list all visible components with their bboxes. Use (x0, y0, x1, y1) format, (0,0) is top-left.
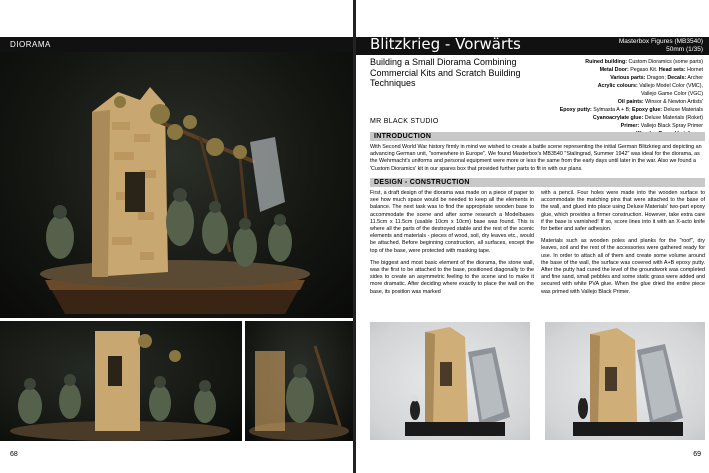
materials-row: Epoxy putty: Sylmasta A + B; Epoxy glue: Deluxe Materials (559, 107, 703, 113)
paragraph: The biggest and most basic element of the diorama, the stone wall, was the first to be attached to the base, positioned diagonally to the sides to create an asymmetric feeling to the scene and to make it more dramatic. After deciding where exactly to place the wall on the base, its position was marked (370, 259, 534, 295)
materials-row: Metal Door: Pegaso Kit. Head sets: Hornet (599, 67, 703, 73)
materials-row: Cyanoacrylate glue: Deluxe Materials (Roket) (592, 115, 703, 121)
intro-heading: INTRODUCTION (374, 133, 432, 140)
paragraph: with a pencil. Four holes were made into the wooden surface to accommodate the matching pins that were attached to the base of the wall, and glued into place using Deluxe Materials' two-part epoxy glue, which provides a firmer construction. However, take extra care if the base is varnished! If so, score lines into it with an X-acto knife for better and safer adhesion. (541, 190, 705, 233)
section-header-bar (0, 37, 353, 52)
page-number: 68 (10, 451, 18, 458)
diorama-main-photo (0, 52, 353, 318)
materials-row: Various parts: Dragon; Decals: Archer (610, 75, 703, 81)
kit-name: Masterbox Figures (MB3540) (618, 38, 703, 45)
article-subtitle: Building a Small Diorama Combining Commercial Kits and Scratch Building Techniques (370, 57, 521, 88)
paragraph: First, a draft design of the diorama was made on a piece of paper to see how much space would be needed to keep all the elements in balance. The next task was to find the appropriate wooden base to accommodate the scene and after some research a Modelbases 11.5cm x 11.5cm (usable 10cm x 10cm) base was found. This is where all the parts of the destroyed stable and the rest of the scenic elements and materials - pieces of wood, soil, dry leaves etc., would be attached. Before beginning construction, all surfaces, except the top of the base, were protected with masking tape. (370, 190, 534, 254)
materials-list (553, 58, 703, 138)
construction-photo-1 (370, 322, 530, 440)
page-number: 69 (693, 451, 701, 458)
article-title: Blitzkrieg - Vorwärts (370, 35, 521, 53)
left-page (0, 0, 353, 473)
design-heading: DESIGN - CONSTRUCTION (374, 179, 470, 186)
text-column-2 (541, 190, 705, 301)
materials-row: Ruined building: Custom Dioramics (some parts) (585, 59, 703, 65)
kit-scale: 50mm (1/35) (666, 46, 703, 53)
text-column-1 (370, 190, 534, 301)
intro-heading-bar (370, 132, 705, 141)
intro-paragraph: With Second World War history firmly in mind we wished to create a battle scene representing the initial German Blitzkrieg and depicting an advancing German unit, "somewhere in Europe". We found Masterbox's MB3540 "Stalingrad, Summer 1942" was ideal for the diorama, as the Wehrmacht's uniforms and personal equipment were more or less the same from the early days until later in the war. Also we found a 'Custom Dioramics' kit in our spares box that provided further parts to fit in with our plans. (370, 144, 702, 172)
author: MR BLACK STUDIO (370, 118, 439, 125)
materials-row: Vallejo Game Color (VGC) (640, 91, 703, 97)
materials-row: Acrylic colours: Vallejo Model Color (VMC), (597, 83, 703, 89)
diorama-detail-photo (245, 321, 353, 441)
materials-row: Oil paints: Winsor & Newton Artists' (617, 99, 703, 105)
materials-row: Primer: Vallejo Black Spray Primer (620, 123, 703, 129)
diorama-side-photo (0, 321, 242, 441)
right-page (356, 0, 709, 473)
design-heading-bar (370, 178, 705, 187)
paragraph: Materials such as wooden poles and planks for the "roof", dry leaves, soil and the rest of the accessories were gathered ready for use. In order to attach all of them and create some volume around the base of the wall, the surface was covered with A+B epoxy putty. After the putty had cured the level of the groundwork was completed and fine sand, small pebbles and some static grass were added and secured with white PVA glue. When the glue dried the entire piece was primed with Vallejo Black Primer. (541, 238, 705, 295)
construction-photo-2 (545, 322, 705, 440)
section-label: DIORAMA (10, 40, 51, 49)
